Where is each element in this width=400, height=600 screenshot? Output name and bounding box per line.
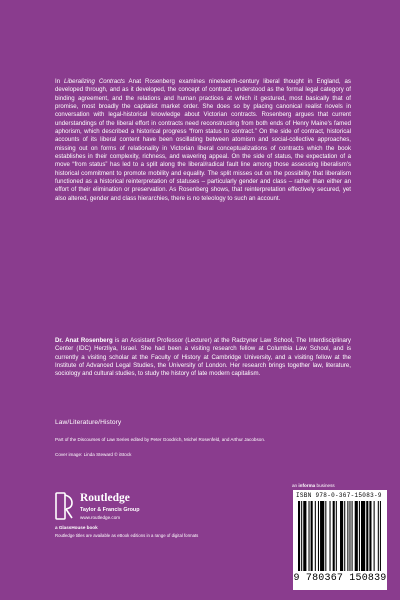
informa-bold: informa: [298, 483, 316, 488]
informa-pre: an: [292, 483, 299, 488]
author-bio-text: is an Assistant Professor (Lecturer) at the Radzyner Law School, The Interdisciplinary Center (IDC) Herzliya, Israel. She had been a visiting research fellow at Columbia Law School, and is currently a visiting scholar at the Faculty of History at Cambridge University, and a visiting fellow at the Institute of Advanced Legal Studies, the University of London. Her research brings together law, literature, sociology and cultural studies, to study the history of late modern capitalism.: [55, 337, 351, 378]
informa-post: business: [315, 483, 335, 488]
barcode-bar: [340, 501, 343, 571]
barcode-bar: [301, 501, 302, 571]
barcode-bar: [359, 501, 360, 571]
informa-tagline: [292, 483, 335, 488]
isbn-label: ISBN 978-0-367-15083-9: [296, 492, 382, 499]
isbn-barcode: [293, 490, 387, 590]
barcode-bar: [318, 501, 319, 571]
barcode-bar: [344, 501, 345, 571]
barcode-bar: [311, 501, 313, 571]
book-title-italic: Liberalizing Contracts: [64, 78, 125, 85]
barcode-bar: [374, 501, 375, 571]
barcode-bar: [352, 501, 353, 571]
publisher-name: Routledge: [80, 492, 130, 504]
author-name: Dr. Anat Rosenberg: [55, 337, 113, 344]
barcode-digits: 9 780367 150839: [293, 573, 387, 584]
publisher-group: Taylor & Francis Group: [80, 507, 140, 513]
publisher-url: www.routledge.com: [80, 515, 121, 520]
author-bio: [55, 337, 351, 379]
barcode-bar: [325, 501, 326, 571]
barcode-bar: [303, 501, 306, 571]
ebook-note: Routledge titles are available as eBook editions in a range of digital formats: [55, 533, 199, 538]
barcode-bar: [298, 501, 300, 571]
barcode-bar: [315, 501, 316, 571]
barcode-bar: [336, 501, 337, 571]
blurb-intro: In: [55, 78, 65, 85]
series-note: Part of the Discourses of Law Series edited by Peter Goodrich, Michel Rosenfeld, and Arthur Jacobson.: [55, 437, 266, 442]
routledge-logo-icon: [55, 491, 75, 521]
cover-credit: Cover image: Linda Steward © iStock: [55, 452, 132, 457]
barcode-bars-icon: [296, 501, 384, 571]
barcode-bar: [366, 501, 368, 571]
barcode-bar: [347, 501, 348, 571]
barcode-bar: [349, 501, 350, 571]
subject-category: Law/Literature/History: [55, 419, 122, 426]
barcode-bar: [378, 501, 379, 571]
imprint-label: a GlassHouse book: [55, 525, 98, 530]
barcode-bar: [369, 501, 371, 571]
barcode-bar: [380, 501, 381, 571]
barcode-bar: [333, 501, 335, 571]
blurb: [55, 78, 351, 203]
blurb-text: Anat Rosenberg examines nineteenth-century liberal thought in England, as developed through, and as it developed, the concept of contract, understood as the formal legal category of binding agreement, and the relations and human practices at which it gestured, most basically that of promise, most broadly the capitalist market order. She does so by placing canonical realist novels in conversation with legal-historical knowledge about Victorian contracts. Rosenberg argues that current understandings of the liberal effort in contracts need reconstructing from both ends of Henry Maine's famed aphorism, which described a historical progress “from status to contract.” On the side of contract, historical accounts of its liberal content have been oscillating between atomism and social-collective approaches, missing out on forms of relationality in Victorian liberal conceptualizations of contracts which the book establishes in their complexity, richness, and wavering appeal. On the side of status, the expectation of a move “from status” has led to a split along the liberal/radical fault line among those assessing liberalism's historical commitment to promote mobility and equality. The split misses out on the possibility that liberalism functioned as a historical reinterpretation of statuses – particularly gender and class – rather than either an effort of their elimination or preservation. As Rosenberg shows, that reinterpretation effectively secured, yet also altered, gender and class hierarchies, there is no teleology to such an account.: [55, 78, 351, 202]
barcode-bar: [355, 501, 358, 571]
barcode-bar: [309, 501, 310, 571]
blurb-paragraph: [55, 78, 351, 203]
barcode-bar: [361, 501, 365, 571]
barcode-bar: [320, 501, 324, 571]
barcode-bar: [330, 501, 331, 571]
